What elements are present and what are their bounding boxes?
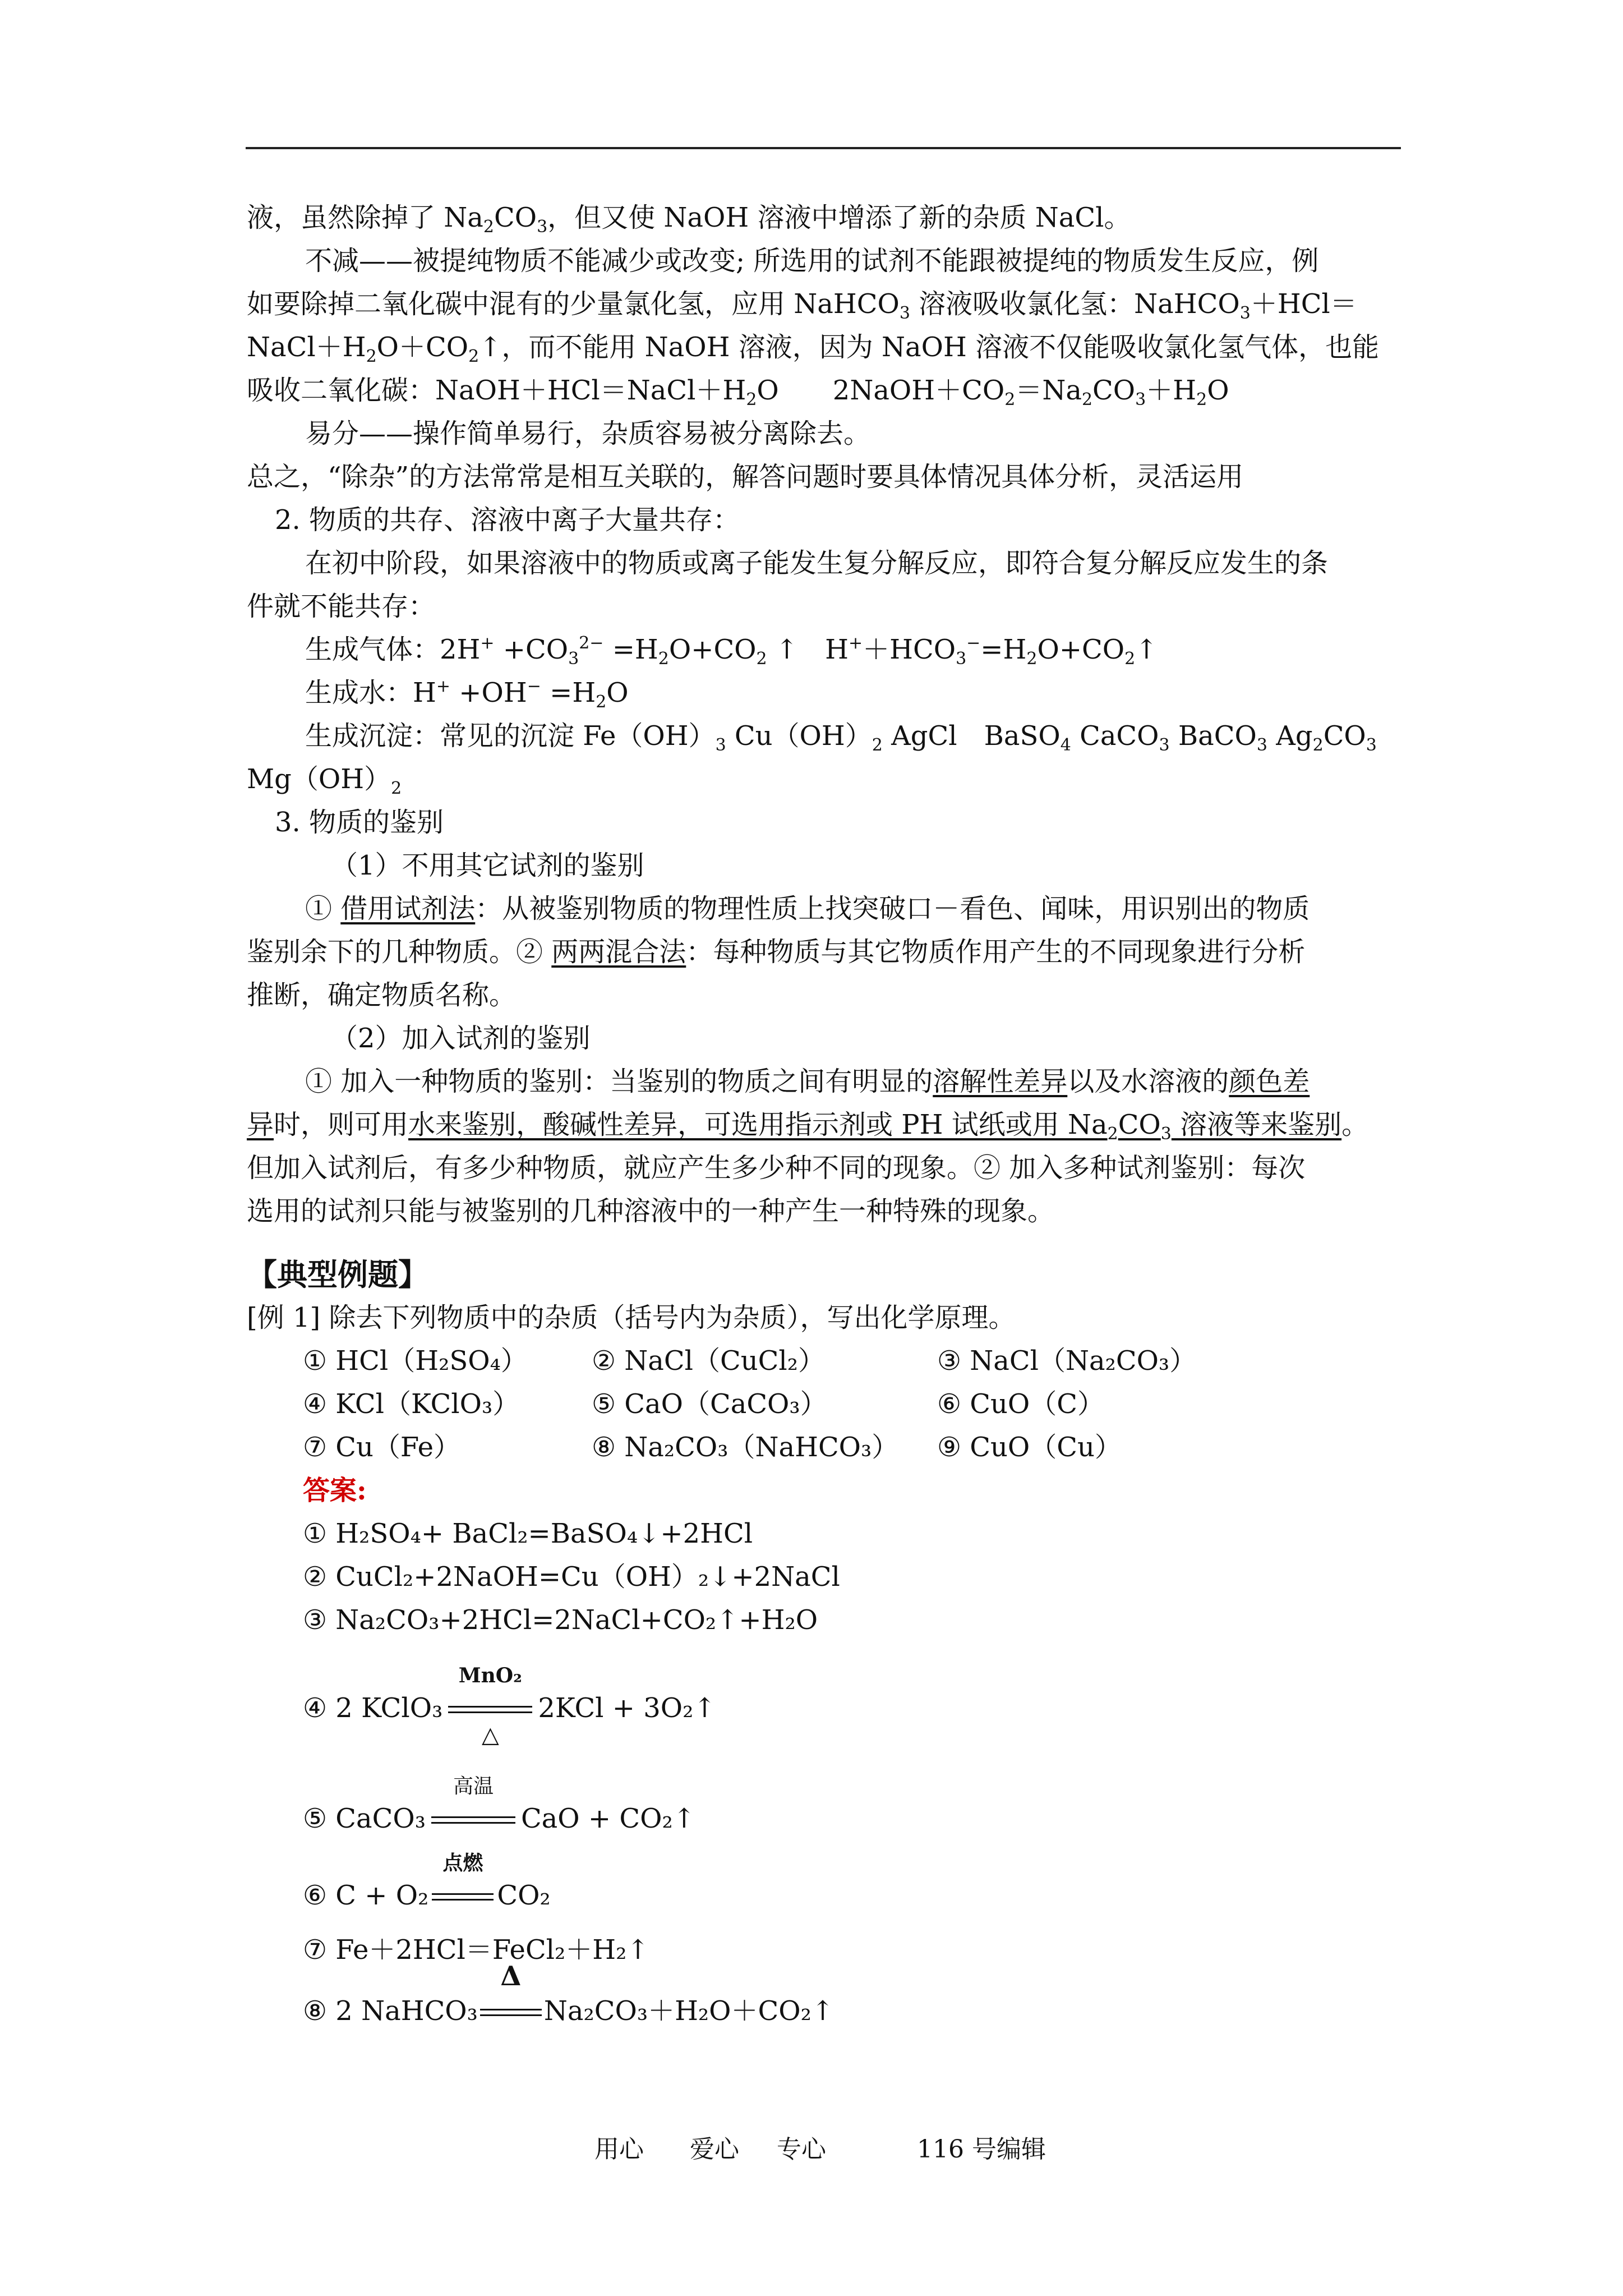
example-items-row-3: ⑦ Cu（Fe） ⑧ Na₂CO₃（NaHCO₃） ⑨ CuO（Cu） [303, 1432, 1122, 1463]
text-line: 生成沉淀：常见的沉淀 $Fe(OH)_3$ $Cu(OH)_2$ AgCl BaSO$_4$ CaCO$_3$ BaCO$_3$ $Ag_2CO_3$ [305, 720, 1377, 755]
answer-2: ② CuCl₂+2NaOH=Cu（OH）₂↓+2NaCl [303, 1561, 840, 1593]
section-heading: 3. 物质的鉴别 [275, 807, 444, 838]
text-line: 生成气体：$2H^+ +CO_3^{2-} =H_2O+CO_2$ ↑ $H^++HCO_3^-=H_2O+CO_2↑$ [305, 633, 1158, 669]
example-prompt: [例 1] 除去下列物质中的杂质（括号内为杂质），写出化学原理。 [247, 1302, 1016, 1333]
text-line: $NaCl+H_2O+CO_2↑$，而不能用 NaOH 溶液，因为 NaOH 溶液不仅能吸收氯化氢气体，也能 [247, 332, 1380, 366]
text-line: 鉴别余下的几种物质。② 两两混合法：每种物质与其它物质作用产生的不同现象进行分析 [247, 936, 1306, 968]
text-line: 吸收二氧化碳：$NaOH+HCl=NaCl+H_2O$ $2NaOH+CO_2=Na_2CO_3+H_2O$ [247, 375, 1229, 409]
text-line: 选用的试剂只能与被鉴别的几种溶液中的一种产生一种特殊的现象。 [247, 1195, 1055, 1227]
reaction-condition: Δ [480, 1990, 542, 2033]
reaction-condition: 点燃 [432, 1874, 494, 1917]
text-line: 推断，确定物质名称。 [247, 979, 517, 1011]
body-text [247, 196, 1413, 2033]
text-line: 在初中阶段，如果溶液中的物质或离子能发生复分解反应，即符合复分解反应发生的条 [305, 547, 1329, 579]
text-line: 件就不能共存： [247, 591, 436, 622]
section-title: 【典型例题】 [247, 1257, 428, 1292]
text-line: 生成水：$H^+ +OH^- =H_2O$ [305, 677, 629, 712]
answer-5: ⑤ CaCO₃ 高温 CaO + CO₂↑ [247, 1797, 1413, 1841]
text-line: $Mg(OH)_2$ [247, 763, 402, 798]
section-heading: 2. 物质的共存、溶液中离子大量共存： [275, 504, 740, 536]
page-footer: 用心 爱心 专心 116 号编辑 [594, 2135, 1046, 2164]
reaction-condition: MnO₂ △ [448, 1687, 532, 1730]
example-items-row-2: ④ KCl（KClO₃） ⑤ CaO（CaCO₃） ⑥ CuO（C） [303, 1388, 1105, 1420]
answer-7: ⑦ Fe＋2HCl＝FeCl₂＋H₂↑ [303, 1934, 649, 1966]
subsection-heading: （1）不用其它试剂的鉴别 [331, 850, 644, 881]
answer-label: 答案: [303, 1475, 367, 1506]
text-line: 但加入试剂后，有多少种物质，就应产生多少种不同的现象。② 加入多种试剂鉴别：每次 [247, 1152, 1306, 1184]
answer-6: ⑥ C + O₂ 点燃 CO₂ [247, 1874, 1413, 1917]
text-line: 如要除掉二氧化碳中混有的少量氯化氢，应用 NaHCO$_3$ 溶液吸收氯化氢：NaHCO$_3$＋HCl＝ [247, 288, 1357, 323]
text-line: 易分——操作简单易行，杂质容易被分离除去。 [305, 418, 871, 449]
answer-3: ③ Na₂CO₃+2HCl=2NaCl+CO₂↑+H₂O [303, 1604, 818, 1636]
example-items-row-1: ① HCl（H₂SO₄） ② NaCl（CuCl₂） ③ NaCl（Na₂CO₃） [303, 1345, 1197, 1377]
text-line: ① 借用试剂法：从被鉴别物质的物理性质上找突破口－看色、闻味，用识别出的物质 [305, 893, 1310, 924]
subsection-heading: （2）加入试剂的鉴别 [331, 1023, 591, 1054]
reaction-condition: 高温 [431, 1797, 515, 1841]
answer-4: ④ 2 KClO₃ MnO₂ △ 2KCl + 3O₂↑ [303, 1664, 716, 1748]
text-line: 总之，“除杂”的方法常常是相互关联的，解答问题时要具体情况具体分析，灵活运用 [247, 461, 1244, 493]
text-line: 异时，则可用水来鉴别，酸碱性差异，可选用指示剂或 PH 试纸或用 $Na_2CO_3$ 溶液等来鉴别。 [247, 1109, 1369, 1144]
text-line: 不减——被提纯物质不能减少或改变; 所选用的试剂不能跟被提纯的物质发生反应，例 [305, 245, 1319, 277]
header-rule [246, 147, 1401, 149]
text-line: ① 加入一种物质的鉴别：当鉴别的物质之间有明显的溶解性差异以及水溶液的颜色差 [305, 1066, 1310, 1097]
answer-1: ① H₂SO₄+ BaCl₂=BaSO₄↓+2HCl [303, 1518, 753, 1549]
text-line: 液，虽然除掉了 $Na_2CO_3$，但又使 NaOH 溶液中增添了新的杂质 NaCl。 [247, 202, 1131, 237]
answer-8: ⑧ 2 NaHCO₃ Δ Na₂CO₃＋H₂O＋CO₂↑ [247, 1990, 1413, 2033]
